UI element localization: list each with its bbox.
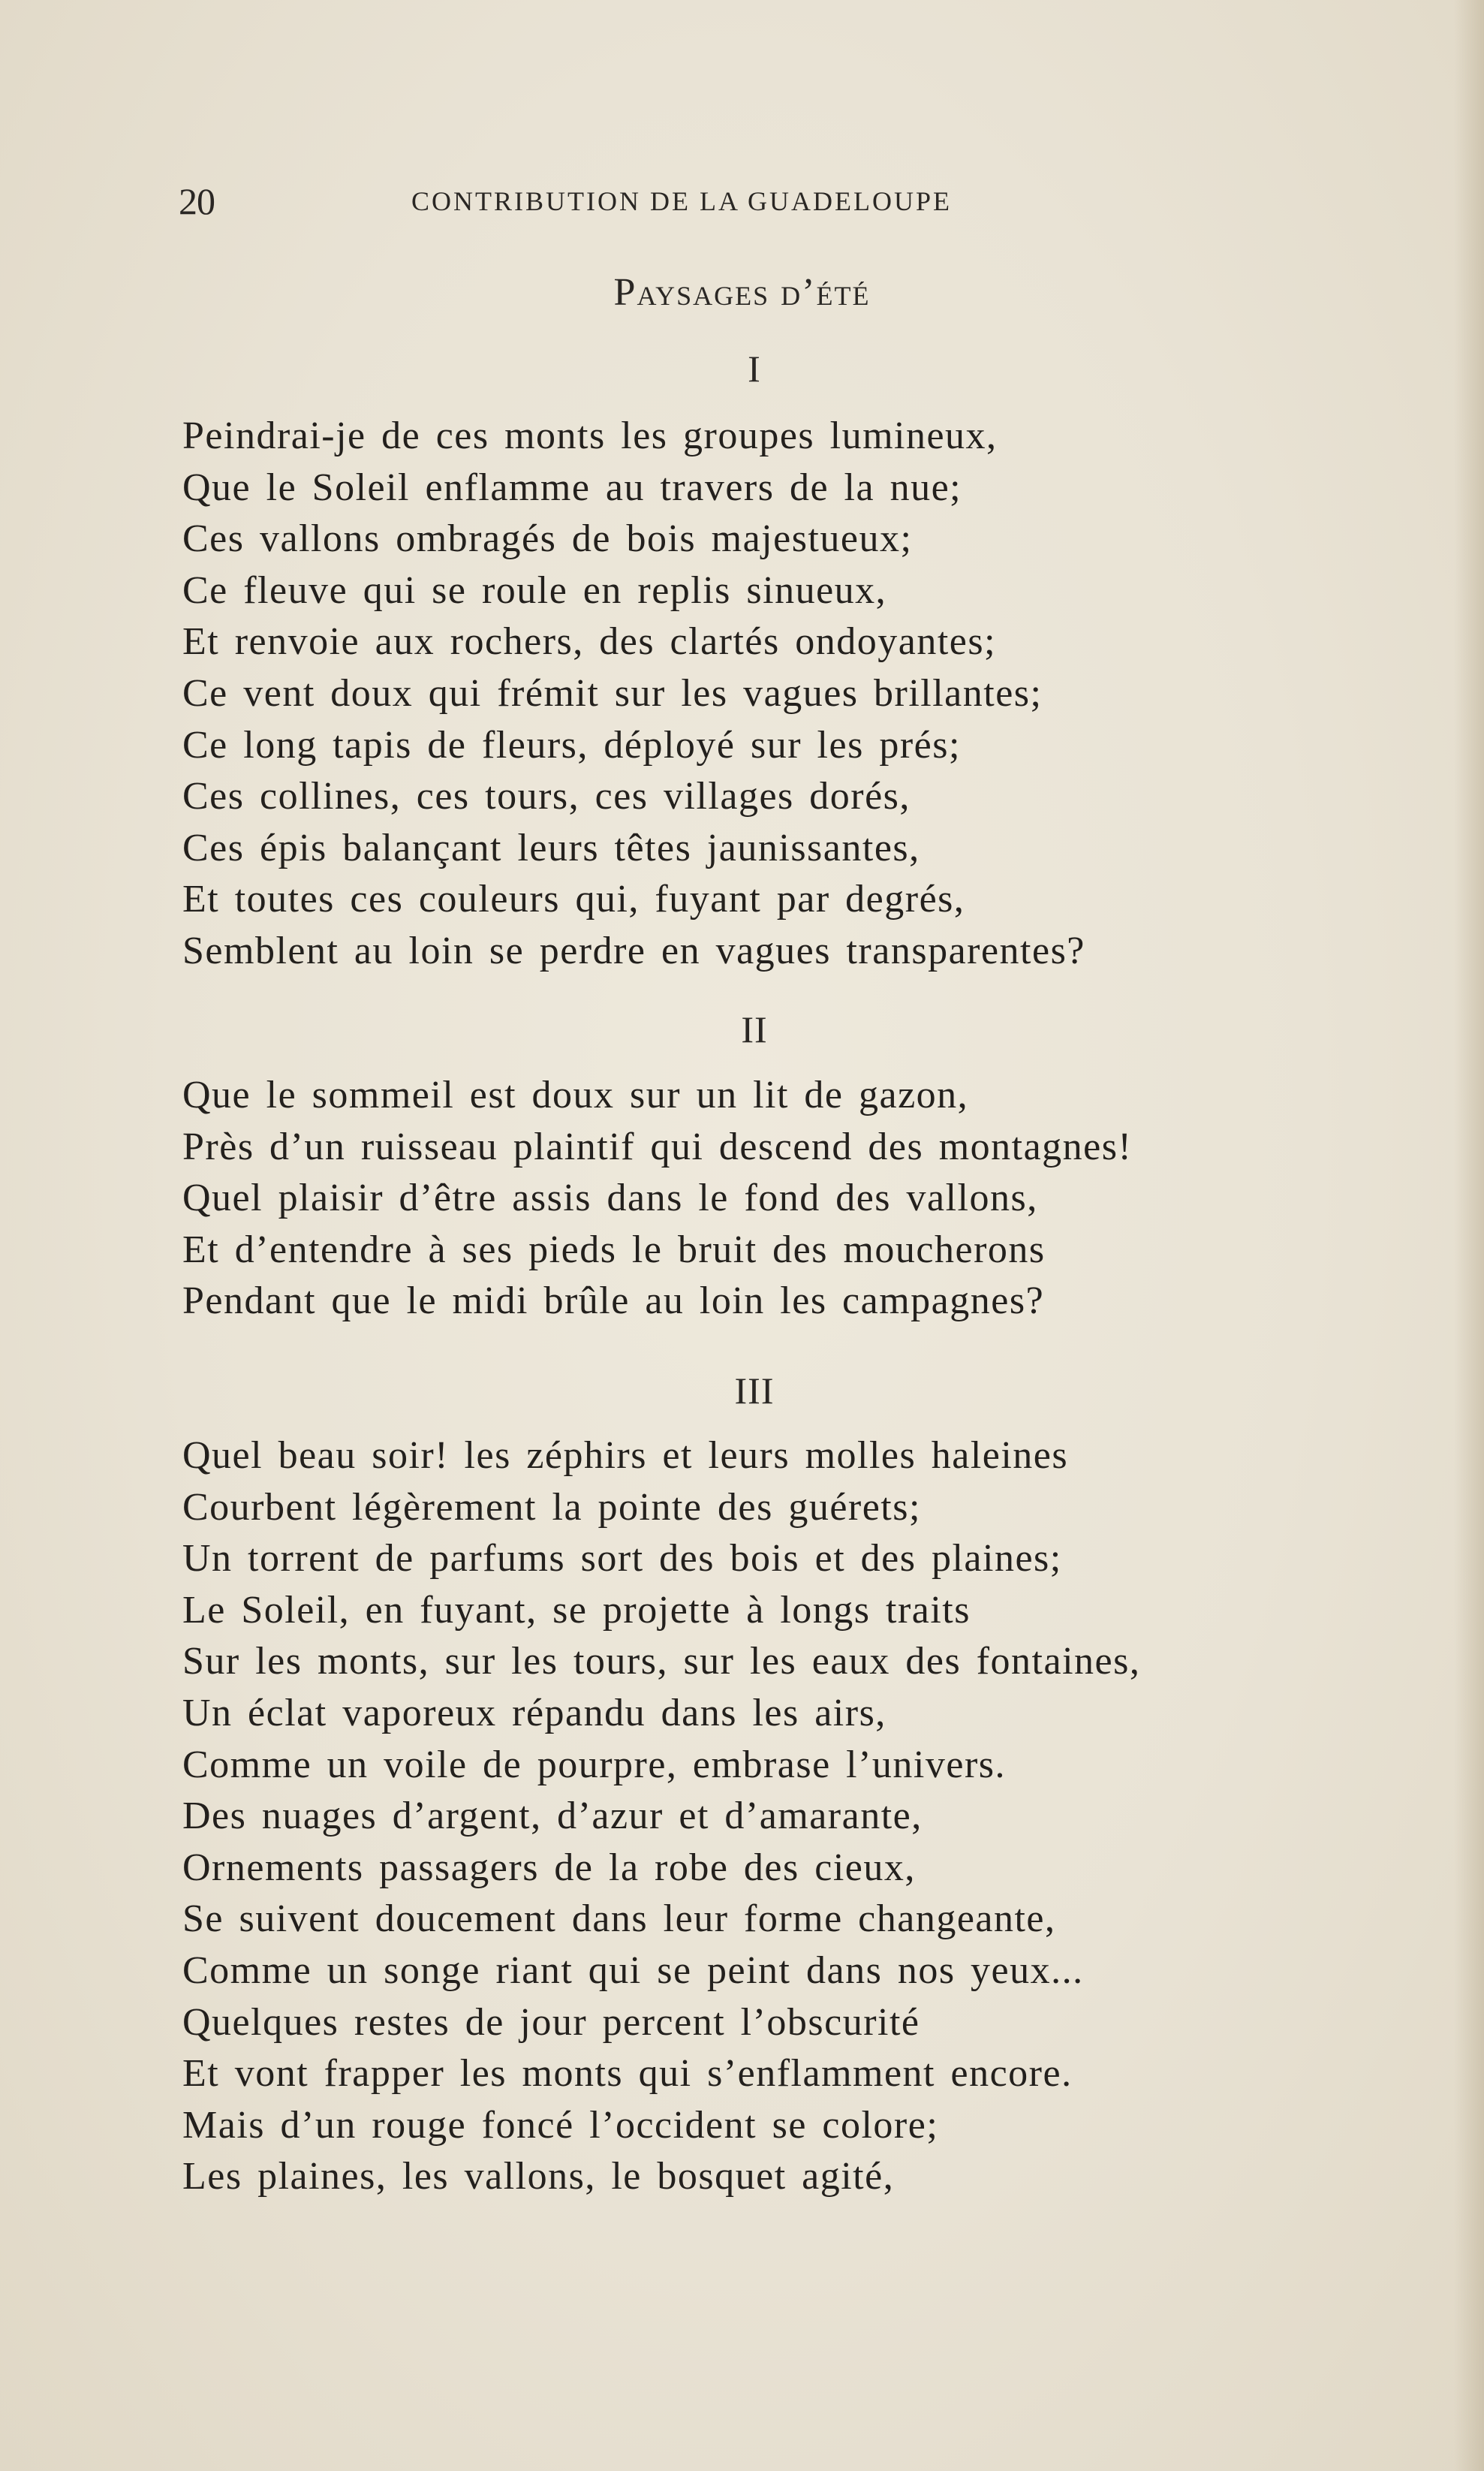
verse-line: Mais d’un rouge foncé l’occident se colore; [182, 2103, 939, 2147]
section-numeral-3: III [734, 1370, 775, 1412]
poem-title: Paysages d’été [613, 271, 871, 314]
verse-line: Le Soleil, en fuyant, se projette à longs traits [182, 1588, 971, 1632]
verse-line: Ornements passagers de la robe des cieux, [182, 1846, 916, 1889]
verse-line: Ces collines, ces tours, ces villages dorés, [182, 775, 911, 818]
verse-line: Et renvoie aux rochers, des clartés ondoyantes; [182, 620, 997, 664]
stanza-3 [182, 1430, 1353, 2203]
verse-line: Quel plaisir d’être assis dans le fond des vallons, [182, 1177, 1038, 1220]
stanza-2 [182, 1070, 1353, 1327]
verse-line: Comme un songe riant qui se peint dans nos yeux... [182, 1948, 1084, 1992]
verse-line: Ces épis balançant leurs têtes jaunissantes, [182, 826, 920, 869]
verse-line: Comme un voile de pourpre, embrase l’univers. [182, 1743, 1007, 1786]
verse-line: Des nuages d’argent, d’azur et d’amarante, [182, 1794, 923, 1838]
verse-line: Sur les monts, sur les tours, sur les eaux des fontaines, [182, 1640, 1141, 1683]
verse-line: Semblent au loin se perdre en vagues transparentes? [182, 929, 1085, 972]
verse-line: Ce long tapis de fleurs, déployé sur les prés; [182, 723, 961, 767]
verse-line: Ces vallons ombragés de bois majestueux; [182, 517, 913, 561]
page-number: 20 [179, 180, 215, 222]
verse-line: Peindrai-je de ces monts les groupes lumineux, [182, 414, 998, 457]
verse-line: Pendant que le midi brûle au loin les campagnes? [182, 1279, 1045, 1323]
verse-line: Quel beau soir! les zéphirs et leurs molles haleines [182, 1434, 1069, 1477]
section-numeral-2: II [741, 1008, 768, 1050]
verse-line: Un éclat vaporeux répandu dans les airs, [182, 1691, 886, 1734]
verse-line: Et d’entendre à ses pieds le bruit des moucherons [182, 1228, 1046, 1271]
section-numeral-1: I [748, 348, 761, 390]
verse-line: Que le Soleil enflamme au travers de la nue; [182, 466, 962, 509]
verse-line: Se suivent doucement dans leur forme changeante, [182, 1897, 1056, 1941]
verse-line: Près d’un ruisseau plaintif qui descend des montagnes! [182, 1125, 1133, 1168]
running-head [179, 171, 1109, 231]
verse-line: Un torrent de parfums sort des bois et des plaines; [182, 1537, 1062, 1581]
stanza-1 [182, 411, 1353, 978]
verse-line: Les plaines, les vallons, le bosquet agité, [182, 2155, 895, 2198]
running-title: CONTRIBUTION DE LA GUADELOUPE [411, 186, 952, 216]
verse-line: Ce vent doux qui frémit sur les vagues brillantes; [182, 671, 1043, 715]
verse-line: Courbent légèrement la pointe des guérets; [182, 1485, 921, 1529]
verse-line: Et toutes ces couleurs qui, fuyant par degrés, [182, 878, 965, 921]
verse-line: Que le sommeil est doux sur un lit de gazon, [182, 1074, 969, 1116]
verse-line: Quelques restes de jour percent l’obscurité [182, 2000, 920, 2044]
verse-line: Et vont frapper les monts qui s’enflamment encore. [182, 2052, 1073, 2096]
verse-line: Ce fleuve qui se roule en replis sinueux, [182, 568, 887, 612]
